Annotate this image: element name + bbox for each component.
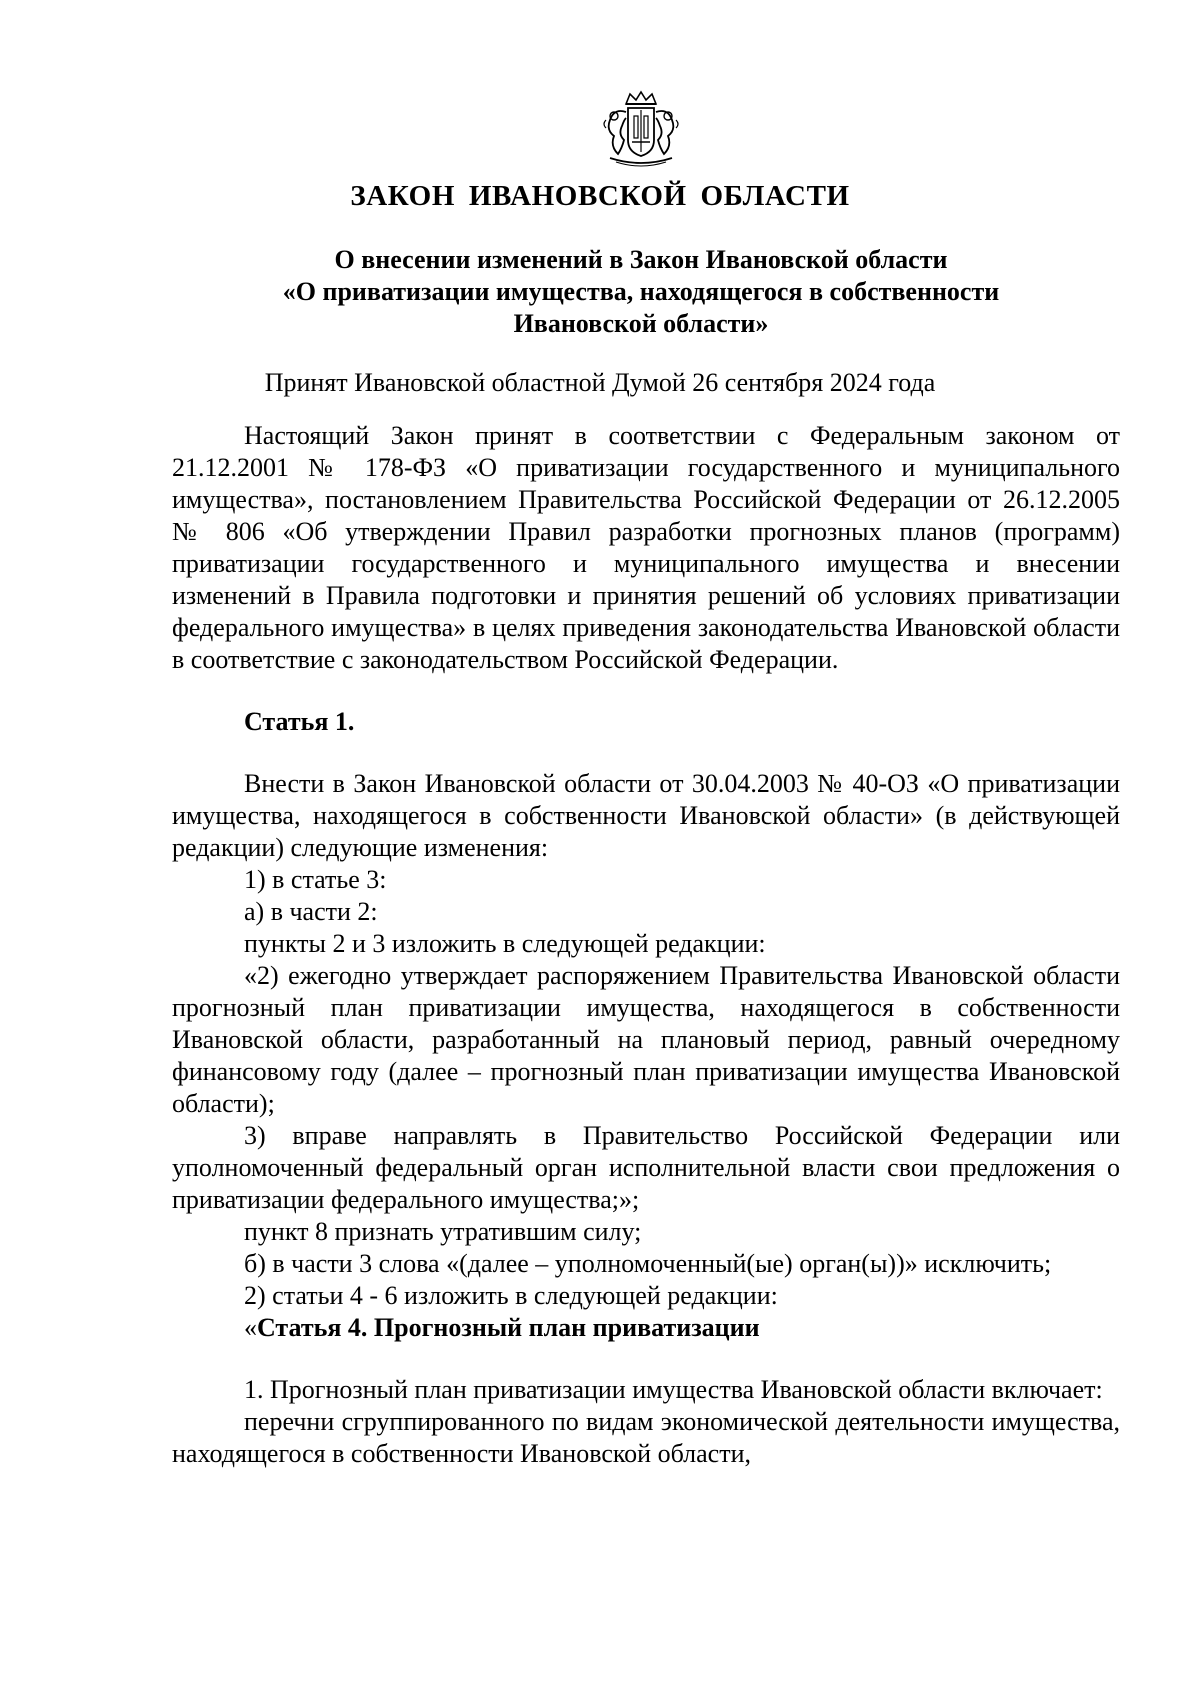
preamble-paragraph: Настоящий Закон принят в соответствии с Федеральным законом от 21.12.2001 № 178-ФЗ «О приватизации государственного и муниципального имущества», постановлением Правительства Российской Федерации от 26.12.2005 № 806 «Об утверждении Правил разработки прогнозных планов (программ) приватизации государственного и муниципального имущества и внесении изменений в Правила подготовки и принятия решений об условиях приватизации федерального имущества» в целях приведения законодательства Ивановской области в соответствие с законодательством Российской Федерации.	[172, 421, 1120, 674]
article-1-heading: Статья 1.	[244, 707, 355, 736]
body-paragraph: пункт 8 признать утратившим силу;	[244, 1217, 642, 1246]
document-body	[172, 420, 1120, 1470]
body-paragraph: а) в части 2:	[244, 897, 378, 926]
subtitle-line: Ивановской области»	[513, 309, 769, 338]
document-title: ЗАКОН ИВАНОВСКОЙ ОБЛАСТИ	[350, 180, 850, 212]
document-subtitle	[160, 244, 1122, 340]
body-paragraph: 1) в статье 3:	[244, 865, 387, 894]
coat-of-arms-icon	[596, 90, 686, 170]
opening-quote: «	[244, 1313, 257, 1342]
subtitle-line: «О приватизации имущества, находящегося в собственности	[282, 277, 1000, 306]
body-paragraph: «2) ежегодно утверждает распоряжением Правительства Ивановской области прогнозный план приватизации имущества, находящегося в собственности Ивановской области, разработанный на плановый период, равный очередному финансовому году (далее – прогнозный план приватизации имущества Ивановской области);	[172, 961, 1120, 1118]
body-paragraph: 3) вправе направлять в Правительство Российской Федерации или уполномоченный федеральный орган исполнительной власти свои предложения о приватизации федерального имущества;»;	[172, 1121, 1120, 1214]
body-paragraph: 1. Прогнозный план приватизации имущества Ивановской области включает:	[244, 1375, 1103, 1404]
body-paragraph: б) в части 3 слова «(далее – уполномоченный(ые) орган(ы))» исключить;	[244, 1249, 1052, 1278]
adoption-line: Принят Ивановской областной Думой 26 сентября 2024 года	[264, 368, 936, 397]
body-paragraph: Внести в Закон Ивановской области от 30.04.2003 № 40-ОЗ «О приватизации имущества, находящегося в собственности Ивановской области» (в действующей редакции) следующие изменения:	[172, 769, 1120, 862]
article-4-heading	[172, 1312, 1120, 1344]
article-4-heading-text: Статья 4. Прогнозный план приватизации	[257, 1313, 760, 1342]
body-paragraph: перечни сгруппированного по видам экономической деятельности имущества, находящегося в собственности Ивановской области,	[172, 1407, 1120, 1468]
body-paragraph: 2) статьи 4 - 6 изложить в следующей редакции:	[244, 1281, 778, 1310]
subtitle-line: О внесении изменений в Закон Ивановской области	[334, 245, 948, 274]
body-paragraph: пункты 2 и 3 изложить в следующей редакции:	[244, 929, 766, 958]
